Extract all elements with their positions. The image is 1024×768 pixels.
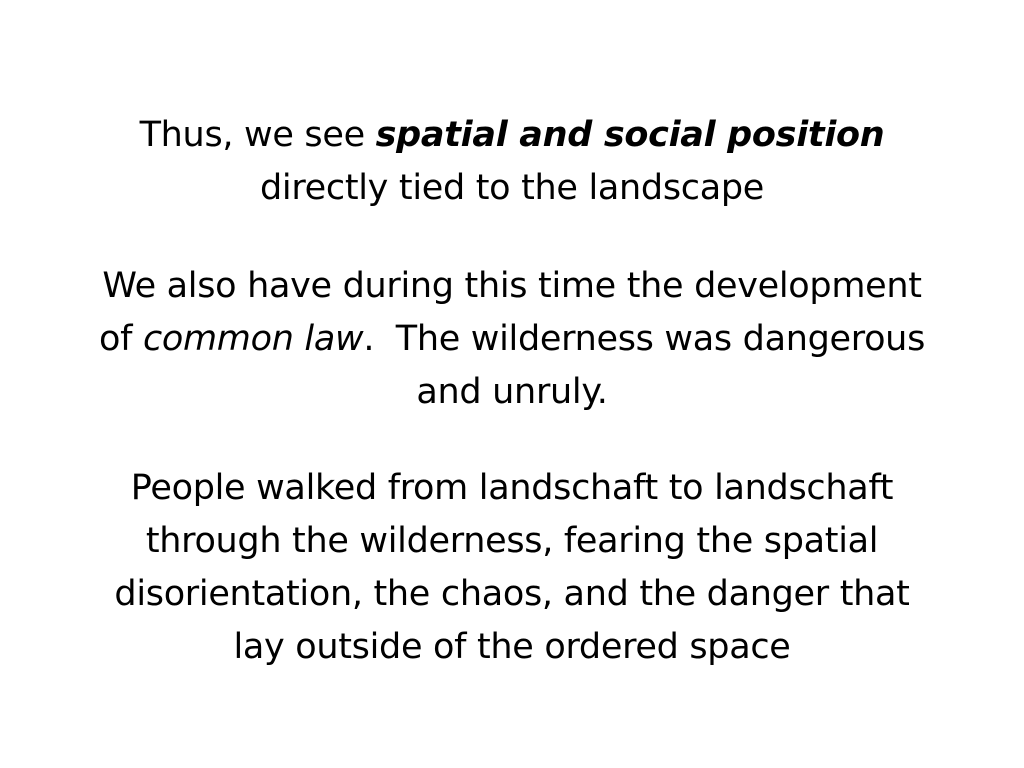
- paragraph2-line3: and unruly.: [416, 372, 608, 412]
- paragraph3-line1: People walked from landschaft to landschaft: [130, 468, 894, 508]
- paragraph1-line2: directly tied to the landscape: [259, 168, 765, 208]
- paragraph2-italic-term: common law: [142, 319, 364, 359]
- paragraph3-line4: lay outside of the ordered space: [233, 627, 791, 667]
- paragraph2-after-term: . The wilderness was dangerous: [363, 319, 926, 359]
- paragraph3-line2: through the wilderness, fearing the spatial: [145, 521, 879, 561]
- paragraph-wilderness-travel: [40, 462, 984, 674]
- paragraph-spatial-social-position: [40, 109, 984, 215]
- paragraph1-lead: Thus, we see: [139, 115, 376, 155]
- paragraph2-line1: We also have during this time the development: [102, 266, 922, 306]
- paragraph1-emphasis: spatial and social position: [375, 115, 885, 155]
- paragraph2-of: of: [98, 319, 143, 359]
- paragraph3-line3: disorientation, the chaos, and the danger that: [114, 574, 910, 614]
- paragraph-common-law: [40, 260, 984, 419]
